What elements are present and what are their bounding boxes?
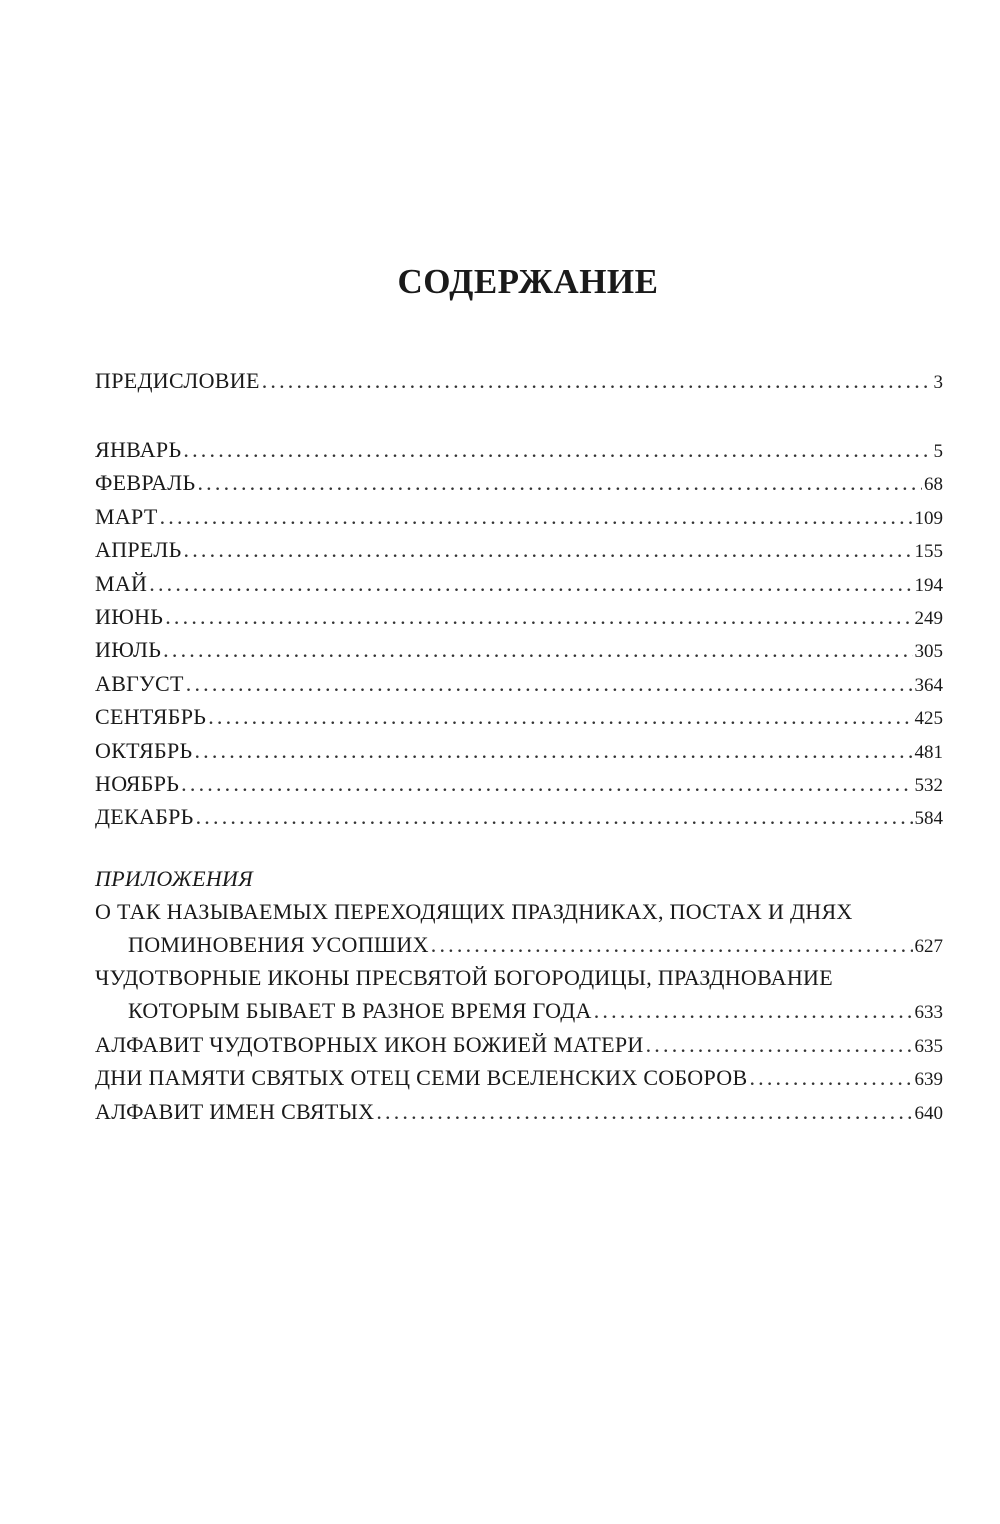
toc-entry-page: 155: [914, 541, 943, 563]
leader-dots: [186, 671, 913, 697]
toc-entry-miraculous-icons[interactable]: [95, 965, 943, 1031]
leader-dots: [208, 704, 912, 730]
toc-entry-line2: [95, 998, 943, 1031]
toc-entry-label: ДЕКАБРЬ: [95, 804, 194, 830]
toc-entry-label: СЕНТЯБРЬ: [95, 704, 207, 730]
leader-dots: [183, 437, 931, 463]
toc-entry-page: 249: [914, 607, 943, 629]
toc-entry-page: 633: [914, 1002, 943, 1024]
leader-dots: [594, 998, 913, 1024]
toc-entry-may[interactable]: [95, 571, 943, 604]
toc-entry-preface[interactable]: [95, 368, 943, 401]
toc-entry-label-line2: ПОМИНОВЕНИЯ УСОПШИХ: [128, 932, 429, 957]
toc-entry-page: 3: [933, 372, 943, 393]
toc-entry-page: 481: [914, 741, 943, 763]
toc-entry-page: 425: [914, 708, 943, 730]
toc-entry-page: 532: [914, 774, 943, 796]
toc-entry-label: ДНИ ПАМЯТИ СВЯТЫХ ОТЕЦ СЕМИ ВСЕЛЕНСКИХ СОБОРОВ: [95, 1065, 748, 1091]
toc-entry-march[interactable]: [95, 504, 943, 537]
leader-dots: [184, 537, 913, 563]
leader-dots: [376, 1099, 912, 1125]
leader-dots: [431, 932, 913, 958]
leader-dots: [160, 504, 913, 530]
toc-appendix: [95, 866, 943, 1132]
toc-entry-label: НОЯБРЬ: [95, 770, 180, 796]
toc-entry-page: 639: [914, 1069, 943, 1091]
toc-entry-label: ФЕВРАЛЬ: [95, 470, 196, 496]
leader-dots: [196, 804, 913, 830]
toc-entry-label-line1: О ТАК НАЗЫВАЕМЫХ ПЕРЕХОДЯЩИХ ПРАЗДНИКАХ, ПОСТАХ И ДНЯХ: [95, 899, 853, 924]
toc-entry-page: 305: [914, 641, 943, 663]
toc-entry-april[interactable]: [95, 537, 943, 570]
leader-dots: [262, 368, 932, 394]
toc-entry-page: 627: [914, 936, 943, 957]
toc-entry-september[interactable]: [95, 704, 943, 737]
toc-entry-label: ЯНВАРЬ: [95, 437, 182, 462]
leader-dots: [149, 571, 912, 597]
toc-entry-moveable-feasts[interactable]: [95, 899, 943, 965]
toc-entry-label-line1: ЧУДОТВОРНЫЕ ИКОНЫ ПРЕСВЯТОЙ БОГОРОДИЦЫ, ПРАЗДНОВАНИЕ: [95, 965, 833, 991]
leader-dots: [194, 738, 912, 764]
toc-entry-label: АЛФАВИТ ИМЕН СВЯТЫХ: [95, 1098, 375, 1124]
toc-entry-label: ИЮНЬ: [95, 603, 164, 629]
leader-dots: [181, 771, 912, 797]
toc-entry-june[interactable]: [95, 604, 943, 637]
toc-entry-label: АПРЕЛЬ: [95, 537, 182, 563]
toc-entry-october[interactable]: [95, 738, 943, 771]
leader-dots: [163, 637, 912, 663]
toc-entry-label: МАЙ: [95, 570, 148, 596]
toc-entry-label: ПРЕДИСЛОВИЕ: [95, 368, 260, 393]
toc-months: [95, 437, 943, 838]
toc-entry-august[interactable]: [95, 671, 943, 704]
toc-entry-july[interactable]: [95, 637, 943, 670]
toc-entry-january[interactable]: [95, 437, 943, 470]
toc-entry-label: ОКТЯБРЬ: [95, 737, 193, 763]
leader-dots: [165, 604, 912, 630]
toc-entry-icons-alphabet[interactable]: [95, 1032, 943, 1065]
page-title: СОДЕРЖАНИЕ: [397, 262, 659, 301]
toc-entry-label: АВГУСТ: [95, 670, 184, 696]
toc-entry-page: 364: [914, 674, 943, 696]
toc-entry-december[interactable]: [95, 804, 943, 837]
toc-entry-page: 109: [914, 507, 943, 529]
toc-entry-page: 194: [914, 574, 943, 596]
appendix-heading: ПРИЛОЖЕНИЯ: [95, 866, 253, 891]
toc-preface: [95, 368, 943, 401]
toc-entry-page: 68: [924, 474, 943, 496]
toc-entry-label: ИЮЛЬ: [95, 637, 162, 663]
leader-dots: [646, 1032, 913, 1058]
toc-entry-label: АЛФАВИТ ЧУДОТВОРНЫХ ИКОН БОЖИЕЙ МАТЕРИ: [95, 1031, 644, 1057]
toc-entry-saints-alphabet[interactable]: [95, 1099, 943, 1132]
toc-entry-page: 635: [914, 1035, 943, 1057]
toc-entry-february[interactable]: [95, 470, 943, 503]
leader-dots: [749, 1065, 912, 1091]
toc-entry-page: 5: [933, 441, 943, 462]
toc-entry-councils[interactable]: [95, 1065, 943, 1098]
toc-entry-line2: [95, 932, 943, 965]
toc-entry-november[interactable]: [95, 771, 943, 804]
toc-entry-label-line2: КОТОРЫМ БЫВАЕТ В РАЗНОЕ ВРЕМЯ ГОДА: [128, 998, 592, 1024]
leader-dots: [197, 470, 922, 496]
toc-entry-page: 640: [914, 1102, 943, 1124]
toc-entry-label: МАРТ: [95, 503, 158, 529]
toc-entry-page: 584: [914, 808, 943, 830]
